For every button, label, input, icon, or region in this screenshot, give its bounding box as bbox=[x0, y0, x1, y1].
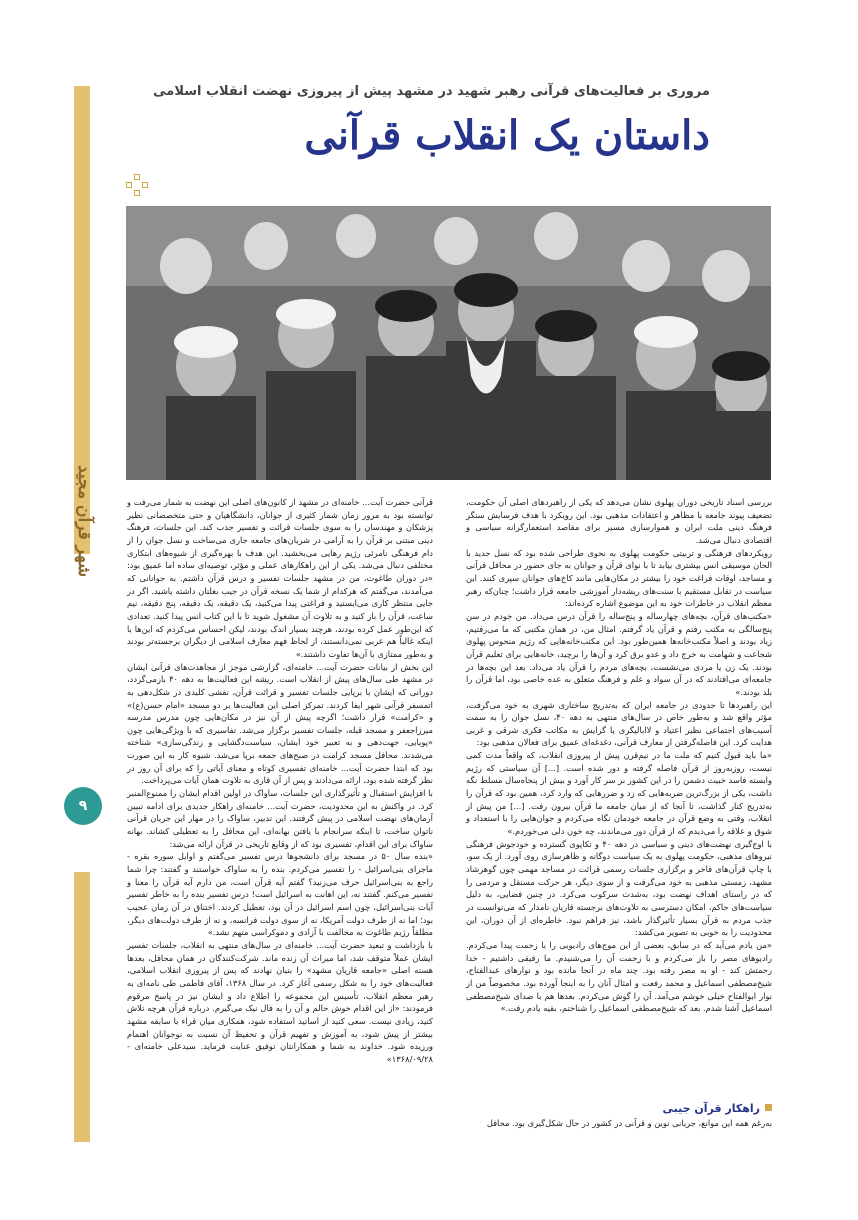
paragraph: رویکردهای فرهنگی و تربیتی حکومت پهلوی به نحوی طراحی شده بود که نسل جدید با الحان موسیقی انس بیشتری بیابد تا با نوای قرآن و جوانان به جای حضور در محافل قرآنی و مساجد، اوقات فراغت خود را بیشتر در مکان‌هایی مانند کاخ‌های جوانان سپری کنند. این سیاست در تقابل مستقیم با سنت‌های ریشه‌دار آموزشی جامعه قرار داشت؛ چنان‌که رهبر معظم انقلاب در خاطرات خود به این موضوع اشاره کرده‌اند: bbox=[466, 547, 772, 609]
paragraph: «بنده سال ۵۰ در مسجد برای دانشجوها درس تفسیر می‌گفتم و اوایل سوره بقره - ماجرای بنی‌اسرائیل - را تفسیر می‌کردم. بنده را به ساواک خواستند و گفتند: چرا شما راجع به بنی‌اسرائیل حرف می‌زنید؟ گفتم آیه قرآن است، من دارم آیه قرآن را معنا و تفسیر می‌کنم. گفتند نه، این اهانت به اسرائیل است! درس تفسیر بنده را به خاطر تفسیر آیات بنی‌اسرائیل، چون اسم اسرائیل در آن بود، تعطیل کردند. اختناق در آن زمان عجیب بود؛ اما نه از طرف دولت آمریکا، نه از سوی دولت فرانسه، و نه از طرف دولت‌های دیگر، مطلقاً رژیم طاغوت به مخالفت با آزادی و دموکراسی متهم نشد.» bbox=[127, 851, 433, 938]
paragraph: «ما باید قبول کنیم که ملت ما در نیم‌قرن پیش از پیروزی انقلاب، که واقعاً مدت کمی نیست، روزبه‌روز از قرآن فاصله گرفته و دور شده است. [...] آن سیاستی که رژیم وابسته فاسد خبیث دشمن را در این کشور بر سر کار آورد و بیش از پنجاه‌سال مسلط نگه داشت، یکی از بزرگ‌ترین ضربه‌هایی که زد و ضررهایی که وارد کرد، همین بود که قرآن را به‌تدریج کنار گذاشت، تا آنجا که از میان جامعه ما قرآن بیرون رفت. [...] من پیش از انقلاب، وقتی به وضع قرآن در جامعه خودمان نگاه می‌کردم و جوان‌هایی را با استعداد و شوق و علاقه را می‌دیدم که از قرآن دور می‌ماندند، چه خون دلی می‌خوردم.» bbox=[466, 750, 772, 837]
crowd-photo-illustration bbox=[126, 206, 771, 480]
paragraph: این بخش از بیانات حضرت آیت... خامنه‌ای، گزارشی موجز از مجاهدت‌های قرآنی ایشان در مشهد طی سال‌های پیش از انقلاب است. ریشه این فعالیت‌ها به دهه ۴۰ بازمی‌گردد، دورانی که ایشان با برپایی جلسات تفسیر و قرائت قرآن، نقشی کلیدی در شکل‌دهی به اتمسفر قرآنی شهر ایفا کردند. تمرکز اصلی این فعالیت‌ها بر دو مسجد «امام حسن(ع)» و «کرامت» قرار داشت؛ اگرچه پیش از آن نیز در مکان‌هایی چون مدرس مدرسه میرزاجعفر و مسجد قبله، جلسات تفسیر برگزار می‌شد. تفاسیری که با ویژگی‌هایی چون «پویایی، جهت‌دهی و به تعبیر خود ایشان، سیاست‌دگشایی و زندگی‌سازی» شناخته می‌شدند. محافل مسجد کرامت در صبح‌های جمعه برپا می‌شد. شیوه کار به این صورت بود که ابتدا حضرت آیت... خامنه‌ای تفسیری کوتاه و معنای آیاتی را که برای آن روز در نظر گرفته شده بود، ارائه می‌دادند و پس از آن قاری به تلاوت همان آیات می‌پرداخت. bbox=[127, 661, 434, 786]
subsection-heading-text: راهکار قرآن جیبی bbox=[662, 1102, 760, 1115]
magazine-logo-text: شهر قرآن مجید bbox=[73, 464, 94, 578]
subsection-heading bbox=[466, 1101, 772, 1117]
subsection-text: به‌رغم همه این موانع، جریانی نوین و قرآنی در کشور در حال شکل‌گیری بود. محافل bbox=[486, 1118, 772, 1128]
ornament-icon bbox=[126, 174, 148, 196]
article-surtitle: مروری بر فعالیت‌های قرآنی رهبر شهید در مشهد پیش از پیروزی نهضت انقلاب اسلامی bbox=[153, 84, 710, 99]
square-bullet-icon bbox=[765, 1104, 772, 1111]
article-column-right bbox=[466, 496, 772, 1015]
gold-side-bar-bottom bbox=[74, 872, 90, 1142]
paragraph: «من یادم می‌آید که در سابق، بعضی از این موج‌های رادیویی را با زحمت پیدا می‌کردم. رادیوهای مصر را باز می‌کردم و با زحمت آن را می‌شنیدم. ما رفیقی داشتیم - خدا رحمتش کند - او به مصر رفته بود. چند ماه در آنجا مانده بود و نوارهای عبدالفتاح، شیخ‌مصطفی اسماعیل و محمد رفعت و امثال آنان را به اینجا آورده بود. مخصوصاً من از نوار ابوالفتاح خیلی خوشم می‌آمد. آن را گوش می‌کردم. بعدها هم با صدای شیخ‌مصطفی اسماعیل آشنا شدم. بعد که شیخ‌مصطفی اسماعیل را شناختم، بقیه یادم رفت.» bbox=[466, 939, 772, 1014]
article-photo bbox=[126, 206, 771, 480]
article-title: داستان یک انقلاب قرآنی bbox=[304, 112, 710, 159]
paragraph: قرآنی حضرت آیت... خامنه‌ای در مشهد از کانون‌های اصلی این نهضت به شمار می‌رفت و توانسته بود به مرور زمان شمار کثیری از جوانان، دانشگاهیان و حتی متخصصانی نظیر پزشکان و مهندسان را به سوی جلسات قرائت و تفسیر جذب کند. این جلسات، فرهنگ دینی مبتنی بر قرآن را به آرامی در شریان‌های جامعه جاری می‌ساخت و نسل جوان را از دام فرهنگی نامرئی رژیم رهایی می‌بخشید. این هدف با بهره‌گیری از شیوه‌های ابتکاری مختلفی دنبال می‌شد. یکی از این راهکارهای عملی و مؤثر، توصیه‌ای ساده اما عمیق بود: «در دوران طاغوت، من در مشهد جلسات تفسیر و درس قرآن داشتم. به جوانانی که می‌آمدند، می‌گفتم که هرکدام از شما یک نسخه قرآن در جیب بغلتان داشته باشید. اگر در جایی منتظر کاری می‌ایستید و فراغتی پیدا می‌کنید، یک دقیقه، یک دقیقه، پنج دقیقه، نیم ساعت، قرآن را باز کنید و به تلاوت آن مشغول شوید تا با این کتاب انس پیدا کنید. تعدادی که این‌طور عمل کرده بودند، هرچند بسیار اندک بودند، لیکن احساس می‌کردم که این‌ها با اینکه غالباً هم عربی نمی‌دانستند، از لحاظ فهم معارف اسلامی از دیگران برجسته‌تر بودند و به‌طور ممتازی با آن‌ها تفاوت داشتند.» bbox=[127, 497, 433, 659]
paragraph: با اوج‌گیری نهضت‌های دینی و سیاسی در دهه ۴۰ و تکاپوی گسترده و خودجوش فرهنگی نیروهای مذهبی، حکومت پهلوی به یک سیاست دوگانه و ظاهرسازی روی آورد. از یک سو، با چاپ قرآن‌های فاخر و برگزاری جلسات رسمی قرائت در مساجد مهمی چون گوهرشاد مشهد، زمستی مذهبی به خود می‌گرفت و از سوی دیگر، هر حرکت مستقل و مردمی را که در راستای اهداف نهضت بود، به‌شدت سرکوب می‌کرد. در چنین فضایی، به دلیل سیاست‌های حاکم، امکان دسترسی به تلاوت‌های برجسته قاریان نامدار که می‌توانست در جذب مردم به قرآن بسیار تأثیرگذار باشد، نیز فراهم نبود. خاطره‌ای از آن دوران، این محدودیت را به خوبی به تصویر می‌کشد: bbox=[466, 838, 772, 938]
paragraph: این راهبردها تا حدودی در جامعه ایران که به‌تدریج ساختاری شهری به خود می‌گرفت، مؤثر واقع شد و به‌طور خاص در سال‌های منتهی به دهه ۴۰، نسل جوان را به سمت آسیب‌های اجتماعی نظیر اعتیاد و لاابالیگری یا گرایش به مکاتب فکری شرقی و غربی هدایت کرد. این فاصله‌گرفتن از معارف قرآنی، دغدغه‌ای عمیق برای فعالان مذهبی بود: bbox=[466, 699, 772, 748]
article-column-left bbox=[127, 496, 433, 1066]
paragraph: با افزایش استقبال و تأثیرگذاری این جلسات، ساواک در اولین اقدام ایشان را ممنوع‌المنبر کرد. در واکنش به این محدودیت، حضرت آیت... خامنه‌ای راهکار جدیدی برای ادامه تبیین آرمان‌های نهضت اسلامی در پیش گرفتند. این تدبیر، ساواک را در مهار این جریان قرآنی ناتوان ساخت، تا اینکه سرانجام با یافتن بهانه‌ای، این محافل را به تعطیلی کشاند. بهانه ساواک برای این اقدام، تفسیری بود که از وقایع تاریخی در قرآن ارائه می‌شد: bbox=[127, 788, 433, 849]
magazine-logo bbox=[62, 464, 104, 578]
paragraph: «مکتب‌های قرآن، بچه‌های چهارساله و پنج‌ساله را قرآن درس می‌داد. من خودم در سن پنج‌سالگی به مکتب رفتم و قرآن یاد گرفتم. امثال من، در همان مکتبی که ما می‌رفتیم، زیاد بودند و اصلاً مکتب‌خانه‌ها همین‌طور بود. این مکتب‌خانه‌هایی که رژیم منحوس پهلوی شجاعت و شهامت به خرج داد و عدو برق کرد و آن‌ها را برچید، خانه‌هایی برای تعلیم قرآن بودند. یک زن یا مردی می‌نشست، بچه‌های مردم را قرآن یاد می‌داد. بعد این بچه‌ها در جامعه‌ای می‌افتادند که در آن سواد و علم و فرهنگ متعلق به عده خاصی بود، اما قرآن را بلد بودند.» bbox=[466, 610, 772, 697]
paragraph: بررسی اسناد تاریخی دوران پهلوی نشان می‌دهد که یکی از راهبردهای اصلی آن حکومت، تضعیف پیوند جامعه با مظاهر و اعتقادات مذهبی بود. این رویکرد با هدف فرسایش سنگر فرهنگ دینی ملت ایران و هموارسازی مسیر برای مقاصد استعمارگرانه سیاسی و اقتصادی دنبال می‌شد. bbox=[466, 497, 772, 545]
paragraph: با بازداشت و تبعید حضرت آیت... خامنه‌ای در سال‌های منتهی به انقلاب، جلسات تفسیر ایشان عملاً متوقف شد، اما میراث آن زنده ماند. شرکت‌کنندگان در همان محافل، بعدها هسته اصلی «جامعه قاریان مشهد» را بنیان نهادند که پس از پیروزی انقلاب اسلامی، فعالیت‌های خود را به شکل رسمی آغاز کرد. در سال ۱۳۶۸، آقای فاطمی طی نامه‌ای به رهبر معظم انقلاب، تأسیس این مجموعه را اطلاع داد و ایشان نیز در پاسخ مرقوم فرمودند: «از این اقدام خوش حالم و آن را به فال نیک می‌گیرم. درباره قرآن هرچه تلاش کنید، زیادی نیست. سعی کنید از اساتید استفاده شود، همکاری میان قراء با سابقه مشهد بیشتر از پیش شود، به آموزش و تفهیم قرآن و تحفیظ آن نسبت به نوجوانان اهتمام ورزیده شود. خداوند به شما و همکارانتان توفیق عنایت فرماید. سیدعلی خامنه‌ای - ۱۳۶۸/۰۹/۲۸» bbox=[127, 939, 433, 1064]
page-number: ۹ bbox=[64, 787, 102, 825]
